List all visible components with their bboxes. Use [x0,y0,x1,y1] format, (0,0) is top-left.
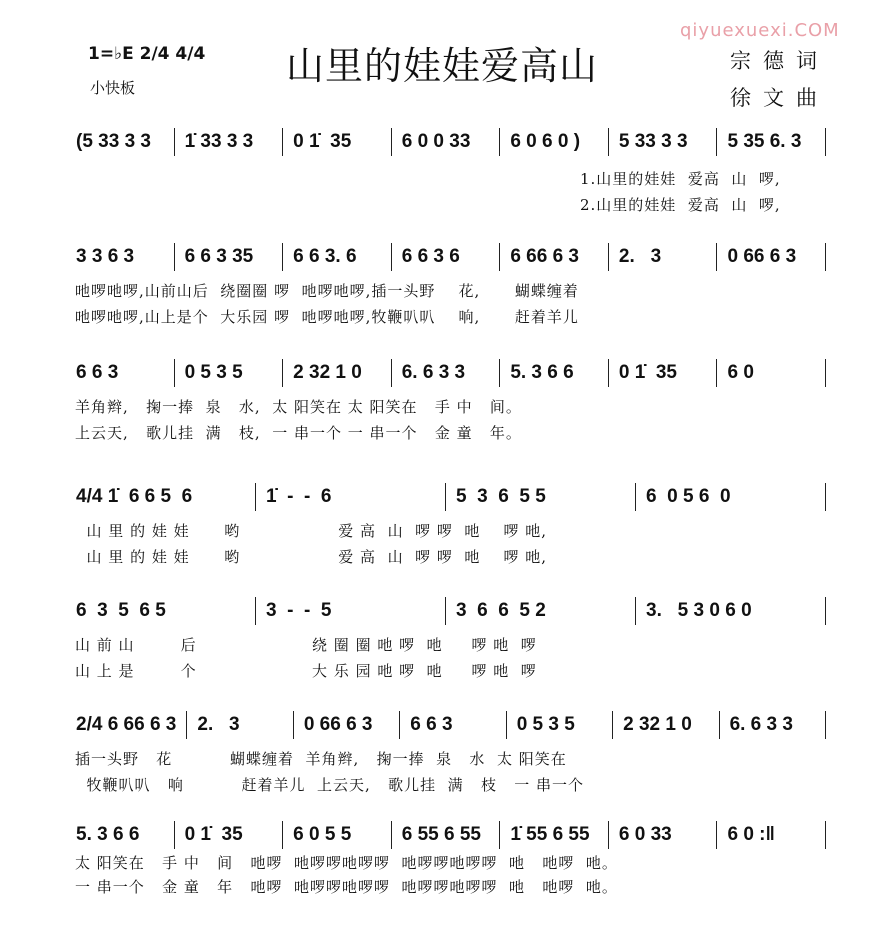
lyric-verse-1: 山 前 山 后 绕 圈 圈 吔 啰 吔 啰 吔 啰 [75,636,537,654]
measure: 6 55 6 55 [392,821,501,849]
measure: 2. 3 [609,243,718,271]
score-line [74,710,826,740]
measure: 5. 3 6 6 [74,821,175,849]
score-line [74,596,826,626]
measure: 0 1̇ 35 [175,821,284,849]
watermark: qiyuexuexi.COM [680,20,840,41]
lyric-verse-2: 山 上 是 个 大 乐 园 吔 啰 吔 啰 吔 啰 [75,662,537,680]
measure: 6 6 3 6 [392,243,501,271]
composer: 徐文曲 [730,86,829,110]
measure: 0 5 3 5 [507,711,613,739]
measure: 6 66 6 3 [500,243,609,271]
measure: 6 0 0 33 [392,128,501,156]
tempo-marking: 小快板 [90,79,136,97]
score-line [74,820,826,850]
measure: (5 33 3 3 [74,128,175,156]
measure: 2 32 1 0 [283,359,392,387]
lyric-verse-2: 山 里 的 娃 娃 哟 爱 高 山 啰 啰 吔 啰 吔, [75,548,548,566]
measure: 6 0 5 6 0 [636,483,826,511]
measure: 6 6 3 [74,359,175,387]
measure: 5. 3 6 6 [500,359,609,387]
measure: 6. 6 3 3 [392,359,501,387]
measure: 6 0 6 0 ) [500,128,609,156]
measure: 0 66 6 3 [717,243,826,271]
measure: 3 - - 5 [256,597,446,625]
lyricist: 宗德词 [730,49,829,73]
measure: 0 5 3 5 [175,359,284,387]
lyric-verse-1: 山 里 的 娃 娃 哟 爱 高 山 啰 啰 吔 啰 吔, [75,522,548,540]
measure: 6 6 3 35 [175,243,284,271]
measure: 1̇ 55 6 55 [500,821,609,849]
measure: 5 35 6. 3 [717,128,826,156]
lyric-verse-2: 吔啰吔啰,山上是个 大乐园 啰 吔啰吔啰,牧鞭叭叭 响, 赶着羊儿 [75,308,579,326]
measure: 6 6 3 [400,711,506,739]
key-signature: 1=♭E 2/4 4/4 [88,44,206,64]
measure: 1̇ 33 3 3 [175,128,284,156]
lyric-verse-1: 羊角辫, 掬一捧 泉 水, 太 阳笑在 太 阳笑在 手 中 间。 [75,398,522,416]
lyric-verse-1: 太 阳笑在 手 中 间 吔啰 吔啰啰吔啰啰 吔啰啰吔啰啰 吔 吔啰 吔。 [75,854,618,872]
measure: 3. 5 3 0 6 0 [636,597,826,625]
measure: 0 1̇ 35 [609,359,718,387]
measure: 2/4 6 66 6 3 [74,711,187,739]
measure: 6 0 33 [609,821,718,849]
song-title-text: 山里的娃娃爱高山 [285,44,598,88]
measure: 6. 6 3 3 [720,711,826,739]
lyric-verse-1: 1.山里的娃娃 爱高 山 啰, [580,170,781,188]
measure: 5 3 6 5 5 [446,483,636,511]
lyric-verse-1: 吔啰吔啰,山前山后 绕圈圈 啰 吔啰吔啰,插一头野 花, 蝴蝶缠着 [75,282,579,300]
score-line [74,358,826,388]
measure: 1̇ - - 6 [256,483,446,511]
measure: 4/4 1̇ 6 6 5 6 [74,483,256,511]
measure: 2. 3 [187,711,293,739]
measure: 3 6 6 5 2 [446,597,636,625]
measure: 2 32 1 0 [613,711,719,739]
measure: 6 6 3. 6 [283,243,392,271]
score-line [74,482,826,512]
lyric-verse-2: 牧鞭叭叭 响 赶着羊儿 上云天, 歌儿挂 满 枝 一 串一个 [75,776,585,794]
measure: 6 0 5 5 [283,821,392,849]
measure: 0 66 6 3 [294,711,400,739]
measure: 3 3 6 3 [74,243,175,271]
lyric-verse-1: 插一头野 花 蝴蝶缠着 羊角辫, 掬一捧 泉 水 太 阳笑在 [75,750,567,768]
lyric-verse-2: 上云天, 歌儿挂 满 枝, 一 串一个 一 串一个 金 童 年。 [75,424,522,442]
lyric-verse-2: 2.山里的娃娃 爱高 山 啰, [580,196,781,214]
score-line [74,127,826,157]
measure: 0 1̇ 35 [283,128,392,156]
score-line [74,242,826,272]
measure: 6 0 [717,359,826,387]
measure: 5 33 3 3 [609,128,718,156]
measure: 6 0 :‖ [717,821,826,849]
lyric-verse-2: 一 串一个 金 童 年 吔啰 吔啰啰吔啰啰 吔啰啰吔啰啰 吔 吔啰 吔。 [75,878,618,896]
measure: 6 3 5 6 5 [74,597,256,625]
